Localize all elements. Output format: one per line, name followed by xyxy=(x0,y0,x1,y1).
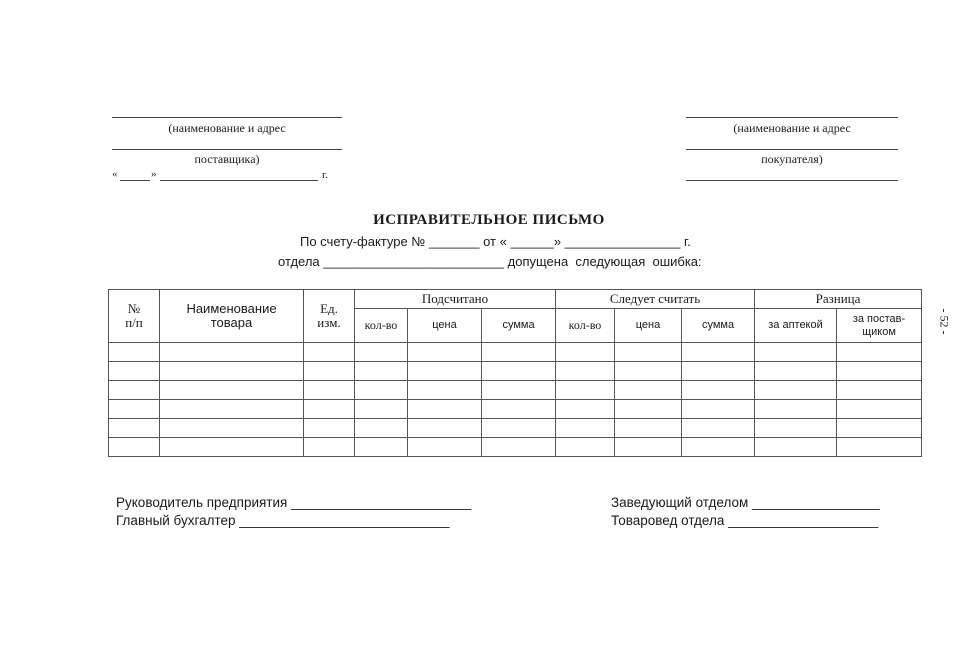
cell[interactable] xyxy=(556,343,615,362)
header-number xyxy=(109,290,160,343)
cell[interactable] xyxy=(408,438,482,457)
cell[interactable] xyxy=(355,381,408,400)
cell[interactable] xyxy=(682,400,755,419)
cell[interactable] xyxy=(408,400,482,419)
table-row xyxy=(109,343,922,362)
correction-table xyxy=(108,289,922,457)
cell[interactable] xyxy=(837,419,922,438)
cell[interactable] xyxy=(355,438,408,457)
supplier-line-2 xyxy=(112,149,342,150)
header-unit xyxy=(304,290,355,343)
cell[interactable] xyxy=(355,343,408,362)
header-diff-pharmacy: за аптекой xyxy=(755,309,837,343)
cell[interactable] xyxy=(837,343,922,362)
header-should-price: цена xyxy=(615,309,682,343)
cell[interactable] xyxy=(556,419,615,438)
page-number: - 52 - xyxy=(937,308,952,335)
header-unit-top: Ед. xyxy=(320,300,338,316)
cell[interactable] xyxy=(556,362,615,381)
header-name-bottom: товара xyxy=(210,315,253,330)
cell[interactable] xyxy=(109,381,160,400)
cell[interactable] xyxy=(482,362,556,381)
cell[interactable] xyxy=(682,438,755,457)
supplier-date-open: « xyxy=(112,168,118,180)
cell[interactable] xyxy=(682,362,755,381)
cell[interactable] xyxy=(682,419,755,438)
header-counted-qty: кол-во xyxy=(355,309,408,343)
cell[interactable] xyxy=(109,400,160,419)
cell[interactable] xyxy=(482,400,556,419)
supplier-caption-2: поставщика) xyxy=(194,152,260,166)
header-diff-supplier xyxy=(837,309,922,343)
cell[interactable] xyxy=(615,400,682,419)
buyer-caption-2: покупателя) xyxy=(761,152,823,166)
cell[interactable] xyxy=(755,362,837,381)
cell[interactable] xyxy=(556,400,615,419)
table-row xyxy=(109,419,922,438)
signature-head: Руководитель предприятия ________________________ xyxy=(116,495,472,510)
cell[interactable] xyxy=(355,362,408,381)
cell[interactable] xyxy=(304,419,355,438)
cell[interactable] xyxy=(615,362,682,381)
cell[interactable] xyxy=(160,381,304,400)
header-diff-supplier-top: за постав- xyxy=(852,313,906,326)
header-number-bottom: п/п xyxy=(125,315,143,330)
cell[interactable] xyxy=(556,438,615,457)
cell[interactable] xyxy=(304,343,355,362)
header-counted-sum: сумма xyxy=(482,309,556,343)
department-line: отдела _________________________ допущена следующая ошибка: xyxy=(278,254,702,269)
supplier-month-line xyxy=(160,180,318,181)
table-body xyxy=(109,343,922,457)
cell[interactable] xyxy=(682,381,755,400)
cell[interactable] xyxy=(615,438,682,457)
header-number-top: № xyxy=(127,300,141,316)
cell[interactable] xyxy=(755,343,837,362)
cell[interactable] xyxy=(109,419,160,438)
supplier-date-close: » xyxy=(151,168,157,180)
cell[interactable] xyxy=(355,419,408,438)
table-row xyxy=(109,381,922,400)
buyer-line-1 xyxy=(686,117,898,118)
invoice-line: По счету-фактуре № _______ от « ______» ________________ г. xyxy=(300,234,691,249)
header-counted-price: цена xyxy=(408,309,482,343)
cell[interactable] xyxy=(837,438,922,457)
cell[interactable] xyxy=(304,362,355,381)
cell[interactable] xyxy=(755,438,837,457)
cell[interactable] xyxy=(755,419,837,438)
cell[interactable] xyxy=(109,362,160,381)
document-title: ИСПРАВИТЕЛЬНОЕ ПИСЬМО xyxy=(373,212,605,228)
supplier-caption-1: (наименование и адрес xyxy=(168,121,286,135)
header-name xyxy=(160,290,304,343)
table-row xyxy=(109,362,922,381)
table-row xyxy=(109,438,922,457)
cell[interactable] xyxy=(755,381,837,400)
cell[interactable] xyxy=(160,419,304,438)
cell[interactable] xyxy=(408,419,482,438)
supplier-line-1 xyxy=(112,117,342,118)
cell[interactable] xyxy=(682,343,755,362)
supplier-year: г. xyxy=(322,169,329,181)
cell[interactable] xyxy=(755,400,837,419)
signature-accountant: Главный бухгалтер ____________________________ xyxy=(116,513,450,528)
cell[interactable] xyxy=(837,381,922,400)
cell[interactable] xyxy=(304,400,355,419)
cell[interactable] xyxy=(355,400,408,419)
header-diff-supplier-bottom: щиком xyxy=(862,325,896,338)
cell[interactable] xyxy=(109,438,160,457)
header-should-sum: сумма xyxy=(682,309,755,343)
supplier-day-line xyxy=(120,180,150,181)
cell[interactable] xyxy=(482,343,556,362)
cell[interactable] xyxy=(615,343,682,362)
cell[interactable] xyxy=(109,343,160,362)
header-group-diff: Разница xyxy=(755,290,922,309)
buyer-line-2 xyxy=(686,149,898,150)
cell[interactable] xyxy=(615,419,682,438)
header-should-qty: кол-во xyxy=(556,309,615,343)
cell[interactable] xyxy=(556,381,615,400)
header-group-counted: Подсчитано xyxy=(355,290,556,309)
signature-dept-head: Заведующий отделом _________________ xyxy=(611,495,880,510)
cell[interactable] xyxy=(160,362,304,381)
header-group-should: Следует считать xyxy=(556,290,755,309)
cell[interactable] xyxy=(160,438,304,457)
cell[interactable] xyxy=(615,381,682,400)
cell[interactable] xyxy=(408,343,482,362)
buyer-line-3 xyxy=(686,180,898,181)
signature-merchandiser: Товаровед отдела ____________________ xyxy=(611,513,879,528)
cell[interactable] xyxy=(482,438,556,457)
buyer-caption-1: (наименование и адрес xyxy=(733,121,851,135)
cell[interactable] xyxy=(408,362,482,381)
header-name-top: Наименование xyxy=(186,300,277,316)
cell[interactable] xyxy=(408,381,482,400)
cell[interactable] xyxy=(304,438,355,457)
header-unit-bottom: изм. xyxy=(317,315,341,330)
cell[interactable] xyxy=(304,381,355,400)
cell[interactable] xyxy=(160,400,304,419)
cell[interactable] xyxy=(482,419,556,438)
cell[interactable] xyxy=(160,343,304,362)
cell[interactable] xyxy=(482,381,556,400)
table-row xyxy=(109,400,922,419)
cell[interactable] xyxy=(837,362,922,381)
cell[interactable] xyxy=(837,400,922,419)
